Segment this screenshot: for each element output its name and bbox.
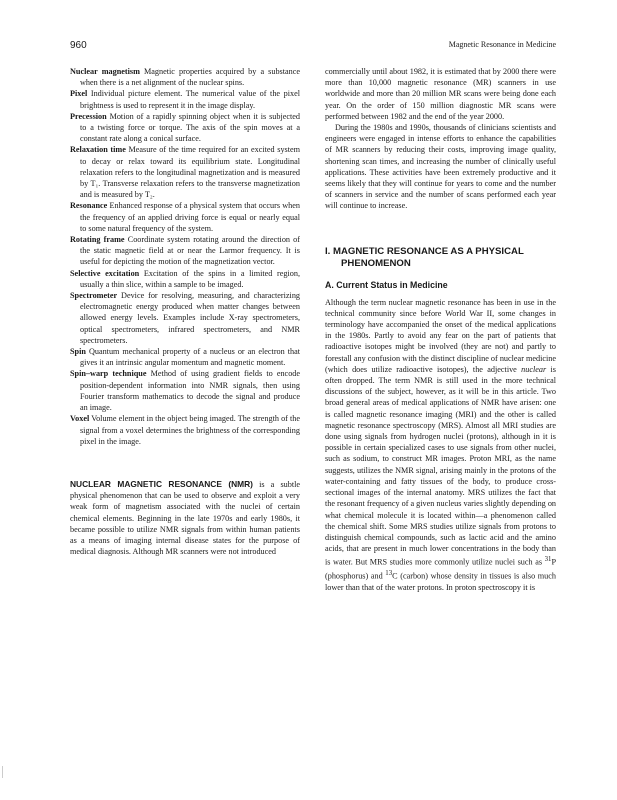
body-text: Although the term nuclear magnetic resonance has been in use in the technical community since before World War II, some changes in terminology have accompanied the onset of the medical applications in the 1980s. Partly to avoid any fear on the part of patients that radioactive isotopes might be involved (they are not) and partly to forestall any confusion with the distinct discipline of nuclear medicine (which does utilize radioactive isotopes), the adjective (325, 297, 556, 374)
glossary-term: Spin–warp technique (70, 369, 147, 379)
glossary-entry (70, 88, 300, 110)
glossary-entry (70, 66, 300, 88)
body-paragraph (325, 297, 556, 594)
glossary-definition: Magnetic properties acquired by a substance when there is a net alignment of the nuclear spins. (80, 67, 301, 88)
glossary-term: Rotating frame (70, 235, 125, 245)
glossary-entry (70, 290, 300, 346)
glossary-definition: Device for resolving, measuring, and characterizing electromagnetic energy produced when matter changes between allowed energy levels. Examples include X-ray spectrometers, optical spectrometers, infrared spectrometers, and NMR spectrometers. (80, 291, 301, 345)
page-number: 960 (70, 40, 87, 51)
glossary-term: Pixel (70, 89, 88, 99)
glossary-term: Spin (70, 347, 86, 357)
subsection-heading: A. Current Status in Medicine (325, 279, 448, 290)
intro-lead: NUCLEAR MAGNETIC RESONANCE (NMR) (70, 478, 253, 489)
body-paragraph: commercially until about 1982, it is estimated that by 2000 there were more than 10,000 magnetic resonance (MR) scanners in use worldwide and more than 20 million MR scans were being done each year. On the order of 150 million diagnostic MR scans were performed between 1982 and the end of the year 2000. (325, 67, 556, 121)
glossary-definition: Measure of the time required for an excited system to decay or relax toward its equilibrium state. Longitudinal relaxation refers to the longitudinal magnetization and is measured by T₁. Transverse relaxation refers to the transverse magnetization and is measured by T₂. (80, 145, 301, 200)
glossary-term: Nuclear magnetism (70, 67, 140, 76)
glossary-definition: Motion of a rapidly spinning object when it is subjected to a twisting force or torque. The axis of the spin moves at a constant rate along a conical surface. (80, 111, 300, 144)
glossary-definition: Excitation of the spins in a limited region, usually a thin slice, within a sample to be imaged. (80, 268, 301, 289)
glossary-term: Voxel (70, 414, 90, 424)
superscript: 13 (385, 570, 393, 578)
body-text: C (carbon) whose density in tissues is also much lower than that of the water protons. In proton spectroscopy it is (325, 571, 556, 593)
body-text: is often dropped. The term NMR is still used in the more technical discussions of the subject, however, as it will be in this article. Two broad general areas of medical applications of NMR have arisen: one is called magnetic resonance imaging (MRI) and the other is called magnetic resonance spectroscopy (MRS). Almost all MRI studies are done using signals from hydrogen nuclei (protons), although in it is possible in certain specialized cases to use signals from other nuclei, such as sodium, to construct MR images. Proton MRI, as the name suggests, utilizes the NMR signal, arising mainly in the protons of the water-containing and fatty tissues of the body, to produce cross-sectional images of the internal anatomy. MRS utilizes the fact that the resonant frequency of a given nucleus varies slightly depending on what chemical molecule it is located within—a phenomenon called the chemical shift. Some MRS studies utilize signals from protons to distinguish chemical compounds, such as lactic acid and the amino acids, that are present in much lower concentrations in the body than is water. But MRS studies more commonly utilize nuclei such as (325, 364, 557, 568)
glossary-entry (70, 268, 300, 290)
glossary-entry (70, 346, 300, 368)
glossary (70, 66, 300, 447)
body-paragraph: During the 1980s and 1990s, thousands of clinicians scientists and engineers were engaged in intense efforts to enhance the capabilities of MR scanners by reducing their costs, improving image quality, shortening scan times, and increasing the number of clinically useful applications. These activities have been extremely productive and it seems likely that they will continue for years to come and the number of scanners in service and the number of scans performed each year will continue to increase. (325, 123, 556, 211)
glossary-definition: Coordinate system rotating around the direction of the static magnetic field at or near the Larmor frequency. It is useful for depicting the motion of the magnetization vector. (80, 235, 301, 267)
glossary-term: Relaxation time (70, 145, 126, 155)
body-text: P (phosphorus) and (325, 558, 556, 581)
page-header (70, 40, 556, 54)
glossary-definition: Quantum mechanical property of a nucleus or an electron that gives it an intrinsic angular momentum and magnetic moment. (80, 347, 301, 368)
glossary-entry (70, 111, 300, 145)
edge-mark (2, 766, 3, 778)
glossary-entry (70, 200, 300, 234)
glossary-entry (70, 144, 300, 200)
spacer (70, 447, 300, 479)
glossary-definition: Individual picture element. The numerical value of the pixel brightness is used to represent it in the image display. (80, 89, 300, 110)
section-heading: I. MAGNETIC RESONANCE AS A PHYSICAL PHENOMENON (325, 245, 524, 269)
running-title: Magnetic Resonance in Medicine (448, 40, 556, 49)
left-column (70, 66, 300, 557)
glossary-definition: Enhanced response of a physical system that occurs when the frequency of an applied driving force is equal or nearly equal to some natural frequency of the system. (80, 201, 300, 233)
glossary-term: Resonance (70, 201, 108, 211)
intro-text: is a subtle physical phenomenon that can be used to observe and exploit a very weak form of magnetism associated with the nuclei of certain chemical elements. Beginning in the late 1970s and early 1980s, it became possible to utilize NMR signals from within human patients as a means of imaging internal disease states for the purpose of medical diagnosis. Although MR scanners were not introduced (70, 479, 300, 557)
glossary-entry (70, 234, 300, 268)
italic-term: nuclear (521, 364, 547, 374)
glossary-term: Selective excitation (70, 268, 140, 278)
glossary-entry (70, 368, 300, 413)
glossary-definition: Volume element in the object being imaged. The strength of the signal from a voxel determines the brightness of the corresponding pixel in the image. (80, 414, 300, 446)
right-column (325, 66, 556, 593)
glossary-definition: Method of using gradient fields to encode position-dependent information into NMR signals, then using Fourier transform mathematics to decode the signal and produce an image. (80, 369, 301, 413)
superscript: 31 (544, 556, 552, 564)
intro-paragraph (70, 479, 300, 557)
glossary-entry (70, 413, 300, 447)
glossary-term: Precession (70, 111, 107, 121)
glossary-term: Spectrometer (70, 291, 118, 301)
